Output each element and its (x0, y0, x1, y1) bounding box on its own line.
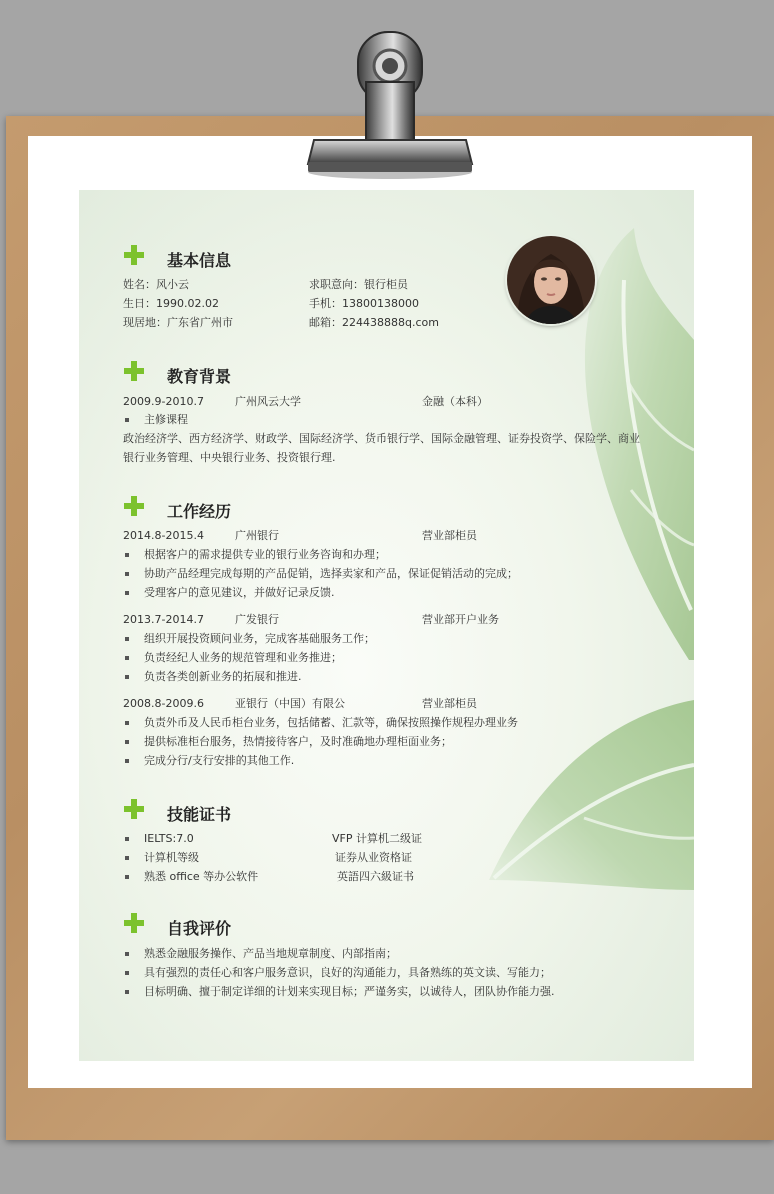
job-duty: 协助产品经理完成每期的产品促销，选择卖家和产品，保证促销活动的完成； (123, 567, 518, 581)
section-title: 基本信息 (167, 251, 232, 270)
green-plus-icon (123, 360, 145, 382)
self-eval-item: 目标明确、擅于制定详细的计划来实现目标；严谨务实，以诚待人，团队协作能力强. (123, 985, 555, 999)
basic-birth: 生日：1990.02.02 (123, 297, 219, 310)
job-position: 营业部柜员 (422, 697, 477, 710)
skill-item: 熟悉 office 等办公软件 (123, 870, 258, 884)
edu-courses-label: 主修课程 (123, 413, 188, 427)
section-title: 技能证书 (167, 805, 232, 824)
cert-item: VFP 计算机二级证 (332, 832, 422, 845)
cert-item: 英語四六級证书 (337, 870, 414, 883)
cert-item: 证券从业资格证 (335, 851, 412, 864)
job-company: 广州银行 (235, 529, 279, 542)
edu-major: 金融（本科） (422, 395, 488, 408)
edu-school: 广州风云大学 (235, 395, 301, 408)
section-title: 自我评价 (167, 919, 232, 938)
section-title: 工作经历 (167, 502, 232, 521)
binder-clip-icon (300, 22, 480, 182)
job-duty: 完成分行/支行安排的其他工作. (123, 754, 294, 768)
edu-courses-line2: 银行业务管理、中央银行业务、投资银行理. (123, 451, 336, 464)
edu-courses-line1: 政治经济学、西方经济学、财政学、国际经济学、货币银行学、国际金融管理、证券投资学、保险学、商业 (123, 432, 640, 445)
job-company: 亚银行（中国）有限公 (235, 697, 345, 710)
job-duty: 受理客户的意见建议，并做好记录反馈. (123, 586, 335, 600)
basic-location: 现居地：广东省广州市 (123, 316, 233, 329)
job-duty: 组织开展投资顾问业务，完成客基础服务工作； (123, 632, 375, 646)
edu-period: 2009.9-2010.7 (123, 395, 204, 408)
job-duty: 负责经纪人业务的规范管理和业务推进； (123, 651, 342, 665)
job-duty: 负责外币及人民币柜台业务，包括储蓄、汇款等，确保按照操作规程办理业务 (123, 716, 518, 730)
job-position: 营业部柜员 (422, 529, 477, 542)
basic-email: 邮箱：224438888q.com (309, 316, 439, 329)
job-position: 营业部开户业务 (422, 613, 499, 626)
self-eval-item: 熟悉金融服务操作、产品当地规章制度、内部指南； (123, 947, 397, 961)
section-title: 教育背景 (167, 367, 232, 386)
job-duty: 根据客户的需求提供专业的银行业务咨询和办理； (123, 548, 386, 562)
basic-phone: 手机：13800138000 (309, 297, 419, 310)
skill-item: IELTS:7.0 (123, 832, 194, 846)
job-period: 2014.8-2015.4 (123, 529, 204, 542)
job-duty: 负责各类创新业务的拓展和推进. (123, 670, 302, 684)
skill-item: 计算机等级 (123, 851, 199, 865)
green-plus-icon (123, 798, 145, 820)
job-duty: 提供标准柜台服务，热情接待客户，及时准确地办理柜面业务； (123, 735, 452, 749)
portrait-photo (507, 236, 595, 324)
self-eval-item: 具有强烈的责任心和客户服务意识，良好的沟通能力，具备熟练的英文读、写能力； (123, 966, 551, 980)
job-period: 2008.8-2009.6 (123, 697, 204, 710)
job-company: 广发银行 (235, 613, 279, 626)
basic-name: 姓名：风小云 (123, 278, 189, 291)
job-period: 2013.7-2014.7 (123, 613, 204, 626)
resume-content (79, 190, 694, 1061)
green-plus-icon (123, 244, 145, 266)
green-plus-icon (123, 912, 145, 934)
basic-objective: 求职意向：银行柜员 (309, 278, 408, 291)
green-plus-icon (123, 495, 145, 517)
